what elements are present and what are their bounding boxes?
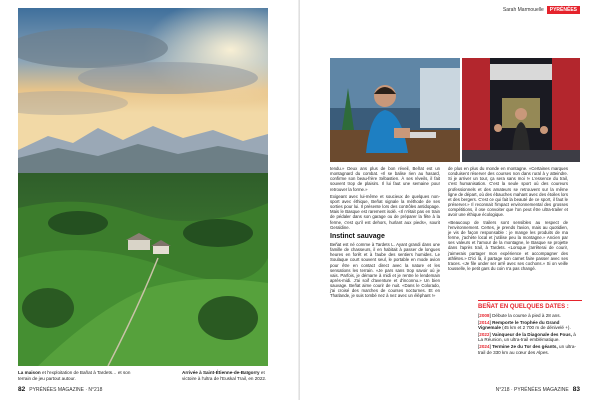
runner-at-desk-photo (330, 58, 460, 162)
caption-farm (18, 370, 140, 381)
caption-arrival (182, 370, 274, 381)
folio-right (496, 386, 580, 393)
subheading: Instinct sauvage (330, 232, 385, 240)
landscape-photo (18, 8, 268, 366)
paragraph: Beñat est né comme à Tardets L. Ayant grandi dans une famille de chasseurs, il en habitait à passer de longues heures en forêt et à l'aube des sentiers humides. Le Soulaque court souvent seul, le portable en mode avion pour être en contact direct avec la nature et les sensations les terrain. «Je pars sans trop savoir où je vais. Parfois, je démarre à midi et je rentre le lendemain après-midi. J'ai soif d'aventure et d'inconnu.» Un bien sauvage. Beñat aime courir de nuit. «Dans le Colorado, j'ai croisé des marches de courses nocturnes. Et en Thaïlande, je suis tombé nez à nez avec un éléphant !» (330, 241, 440, 299)
author-name: Sarah Marmouelle (502, 7, 544, 13)
date-year: 2014 (479, 319, 490, 325)
date-item: [2008] Débute la course à pied à 28 ans. (478, 313, 561, 318)
page-number-left: 82 (18, 386, 26, 393)
date-item: [2014] Remporte le Trophée du Grand Vignemale (45 km et 2 700 m de dénivelé +). (478, 319, 571, 331)
date-item: [2022] Vainqueur de la Diagonale des Fous, à La Réunion, un ultra-trail emblématique. (478, 331, 576, 343)
date-year: 2024 (479, 343, 490, 349)
date-bold: Vainqueur de la Diagonale des Fous, (492, 331, 572, 337)
date-text: Débute la course à pied à 28 ans. (492, 313, 561, 318)
paragraph: tendu.» Deux ans plus de bon réveil, Beñat est un montagnard du combat. «Il se balise rien au hasard, confirme son beau-frère Sébastien. À ses réveils, il fait souvent trop de plaisirs. Il lui faut une semaine pour retrouver la forme.» (330, 166, 440, 192)
date-bold: Remporte le Trophée du Grand Vignemale (478, 319, 560, 331)
caption-arrival-bold: Arrivée à Saint-Étienne-de-Baïgorry (182, 370, 260, 375)
date-bold: Termine 2e du Tor des géants, (492, 343, 558, 349)
key-dates-title: BEÑAT EN QUELQUES DATES : (478, 300, 582, 311)
section-tag: PYRÉNÉES (547, 6, 580, 14)
folio-left (18, 386, 102, 393)
caption-farm-text: et l'exploitation de Bañat à Tardets… et son terrain de jeu partout autour. (18, 370, 131, 381)
date-text: un ultra-trail de 330 km au cœur des Alpes. (478, 343, 576, 355)
race-finish-photo (462, 58, 580, 162)
page-number-right: 83 (572, 386, 580, 393)
date-text: (45 km et 2 700 m de dénivelé +). (500, 325, 571, 331)
caption-arrival-text: et victoire à l'ultra de l'Euskal Trail, en 2022. (182, 370, 267, 381)
date-text: à La Réunion, un ultra-trail emblématique. (478, 331, 576, 343)
paragraph: «Beaucoup de trailers sont sensibles au respect de l'environnement. Certes, je prends l'avion, mais au quotidien, je vis de façon responsable : je mange les produits de ma ferme, j'achète local et j'utilise peu la montagne.» Ancien par ses valeurs et l'amour de la montagne, le Basque se projette dans l'après trail, à Tardets. «Lorsque j'arrêterai de courir, j'aimerais partager mon expérience et accompagner des athlètes.» D'ici là, il partage son carnet faire passer avec ses traces. «Je file under ser arrê avec ses cochons.» Si on veille tousselle, le petit gars du coin n'a pas changé. (448, 219, 568, 271)
text-column-1 (330, 166, 440, 301)
magazine-name-right: N°218 · PYRÉNÉES MAGAZINE (495, 386, 569, 393)
key-dates-box (478, 300, 582, 378)
paragraph: Exigeant avec lui-même et soucieux de quelques non-sport avec éthique, Beñat signale la méthode de ses sorties pour lui. Il présente lors des contrôles antidopage. Mais le Basque est rarement isolé. «Il n'était pas en train de pédaler dans son garage ou de préparer la fête à la ferme, c'est qu'il est dehors, hurlant aux pieds», sourit Geraldine. (330, 193, 440, 230)
date-item: [2024] Termine 2e du Tor des géants, un ultra-trail de 330 km au cœur des Alpes. (478, 343, 576, 355)
caption-farm-bold: La maison (18, 370, 41, 375)
date-year: 2022 (479, 331, 490, 337)
running-head (503, 6, 580, 14)
date-year: 2008 (479, 313, 490, 318)
magazine-name-left: PYRÉNÉES MAGAZINE · N°218 (29, 386, 103, 393)
text-column-2 (448, 166, 568, 273)
right-page (300, 0, 600, 400)
paragraph: de plus en plus du monde en montagne. «Certaines marques conduisent réserver des courses non dans rural à y atteindre. Si je arriver un tour, ça sera sans moi !» L'essence du trail, c'est humanisation. C'est la seule sport où des coureurs professionnels et des amateurs se retrouvent sur la même ligne de départ, où des ébauches mahant avec des étoiles lors et des bergers. C'est ce qui fait la beauté de ce sport, il faut le préserver.» Il reconnait l'impact environnemental des grosses compétitions, il ose convoiter que l'on peut être ultra-trailer et avoir une éthique écologique. (448, 166, 568, 218)
